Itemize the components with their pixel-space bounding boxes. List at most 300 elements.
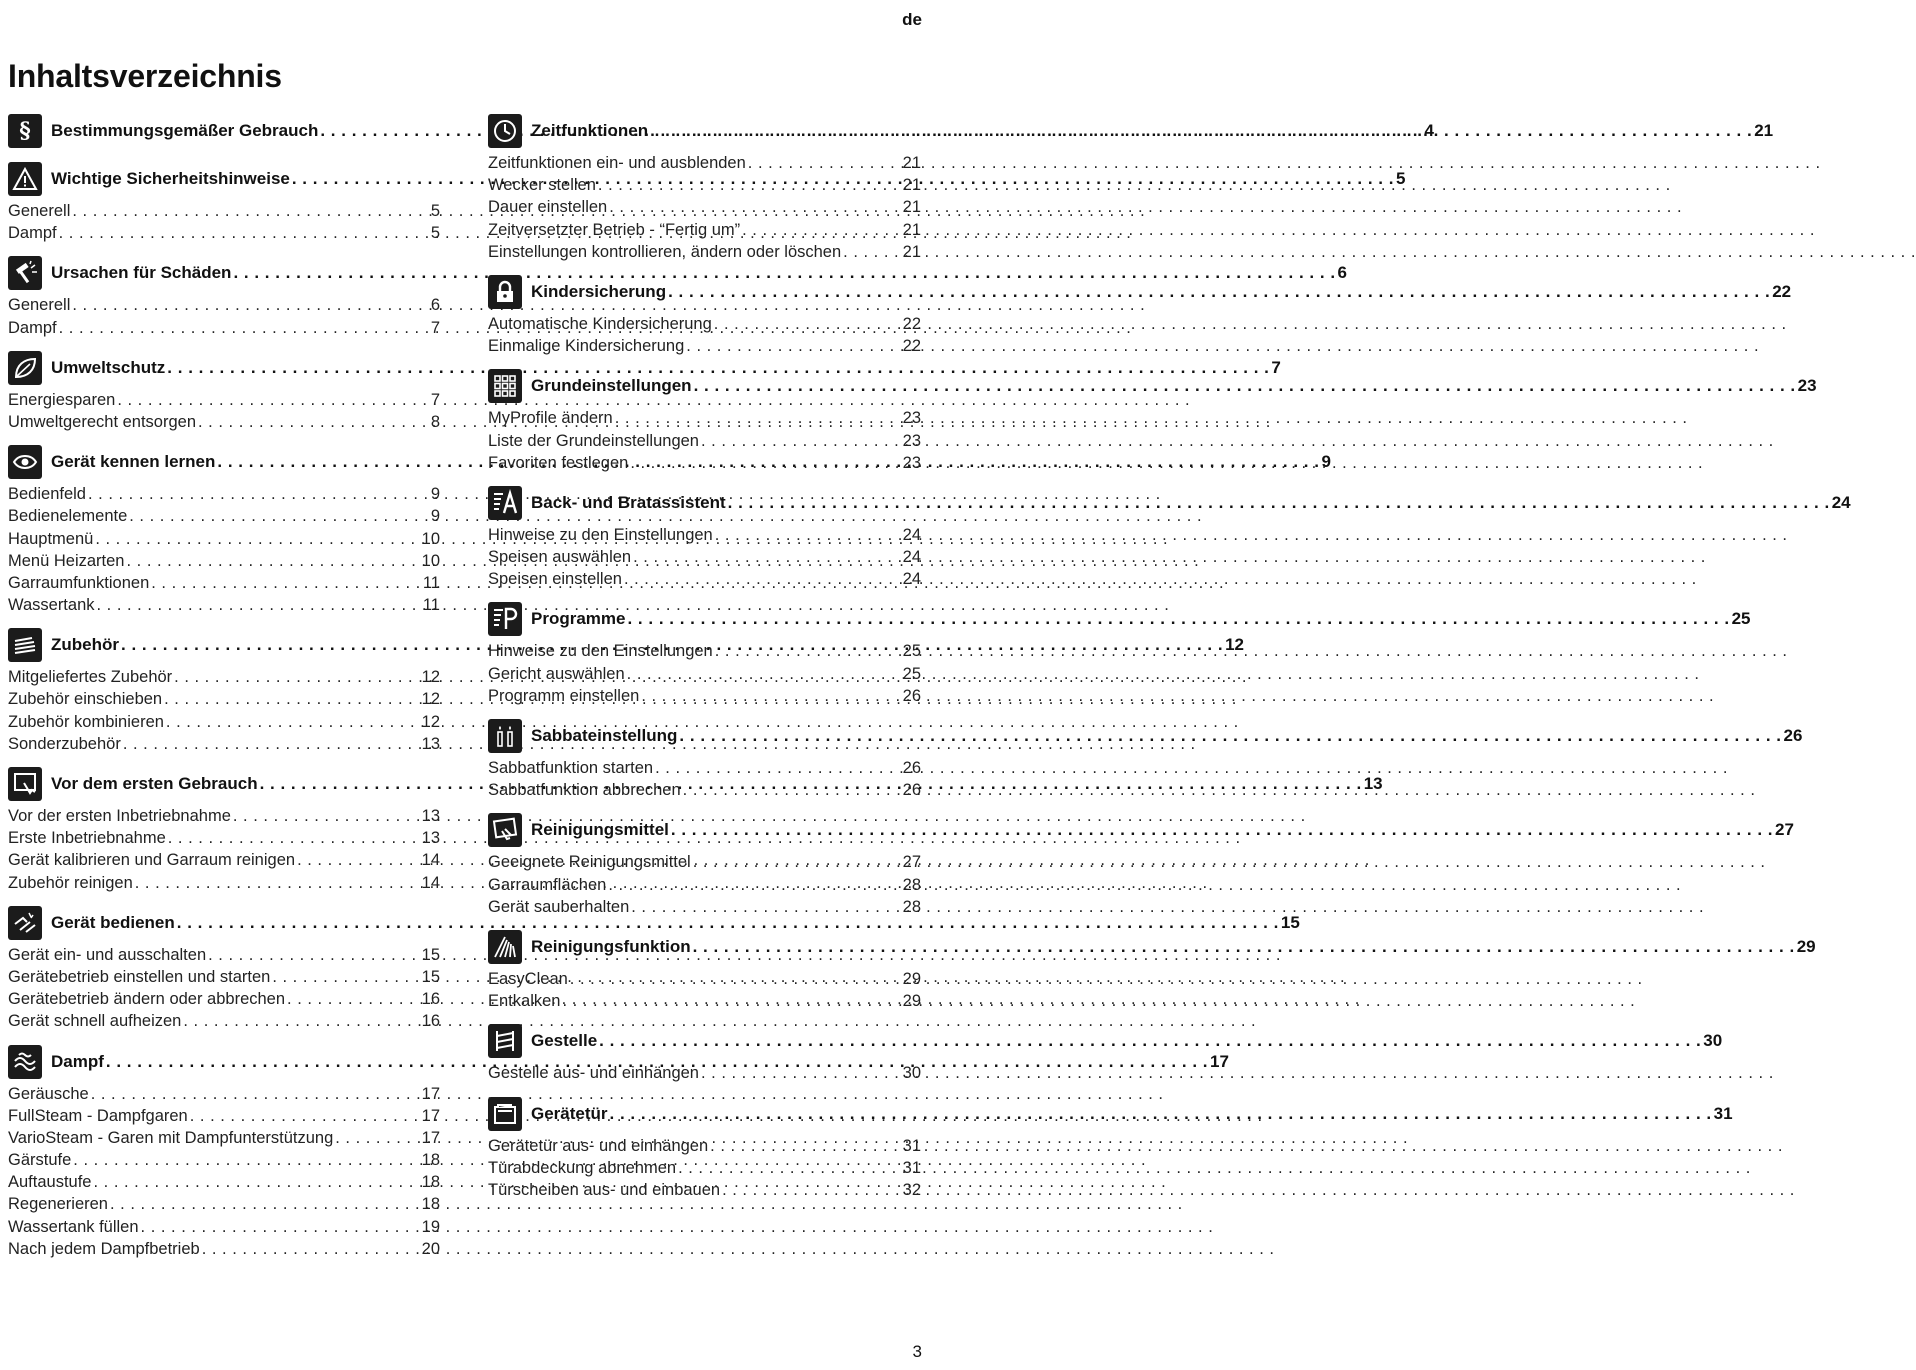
toc-entry[interactable] [8,389,440,411]
toc-entry-label: Favoriten festlegen [488,453,629,472]
toc-entry-page: 26 [902,759,921,777]
dot-leader [190,1105,420,1127]
toc-heading-title: Umweltschutz [51,357,166,377]
dot-leader [166,711,420,733]
toc-entry[interactable] [8,222,440,244]
toc-entry-page: 12 [421,668,440,687]
toc-heading-title: Gestelle [531,1031,598,1051]
toc-entry-label: Gerät ein- und ausschalten [8,945,207,964]
toc-entry-label: EasyClean [488,969,568,988]
dot-leader [59,317,429,339]
hammer-icon [8,256,42,290]
toc-entry-page: 29 [902,992,921,1011]
toc-entry-page: 17 [421,1106,440,1125]
toc-heading-page: 25 [1731,609,1751,629]
cleaning-function-icon [488,930,522,964]
toc-heading-title: Kindersicherung [531,281,667,301]
toc-heading-title: Gerätetür [531,1103,608,1123]
toc-entry[interactable] [8,849,440,871]
dot-leader [748,152,901,174]
toc-heading-title: Vor dem ersten Gebrauch [51,774,258,793]
dot-leader [683,779,901,801]
dot-leader [608,874,900,896]
toc-heading-page: 6 [1337,263,1348,283]
toc-section-reinigungsmittel [488,811,1794,918]
dot-leader [627,609,1729,629]
paragraph-icon: § [8,114,42,148]
toc-entry[interactable] [8,1193,440,1215]
toc-entry-page: 21 [902,176,921,195]
dot-leader [73,1149,419,1171]
toc-entry-label: MyProfile ändern [488,409,613,428]
toc-entry[interactable] [8,294,440,316]
toc-entry-label: Regenerieren [8,1195,108,1214]
toc-section-heading[interactable] [488,600,1751,638]
toc-entry-page: 17 [421,1084,440,1103]
toc-heading-page: 30 [1703,1031,1723,1051]
dot-leader [202,1238,420,1260]
toc-entry-page: 21 [902,242,921,261]
toc-heading-page: 4 [1424,121,1434,140]
toc-entry-label: Liste der Grundeinstellungen [488,431,699,450]
dot-leader [141,1216,420,1238]
toc-heading-title: Reinigungsfunktion [531,936,691,956]
toc-entry-page: 16 [421,990,440,1009]
toc-heading-page: 23 [1797,376,1817,396]
candles-icon [488,719,522,753]
toc-entry[interactable] [8,988,440,1010]
dot-leader [715,640,901,662]
toc-entry[interactable] [8,483,440,505]
dot-leader [722,1179,901,1201]
toc-entry-label: Türabdeckung abnehmen [488,1158,677,1177]
toc-entry[interactable] [488,174,921,196]
toc-entry-page: 9 [430,485,440,504]
toc-section-heading[interactable] [488,112,1774,150]
dot-leader [562,990,900,1012]
toc-entry[interactable] [488,407,921,429]
toc-section-heading[interactable] [488,367,1817,405]
toc-entry-label: Hinweise zu den Einstellungen [488,642,713,661]
toc-entry-label: Wecker stellen [488,176,596,195]
hand-operate-icon [8,906,42,940]
dot-leader [671,820,1773,840]
dot-leader [129,505,429,527]
toc-entry[interactable] [8,944,440,966]
toc-heading-page: 22 [1772,281,1792,301]
dot-leader [297,849,420,871]
toc-section-geraetetuer [488,1095,1733,1202]
clock-icon [488,114,522,148]
dot-leader [701,1062,901,1084]
toc-entry-page: 8 [430,412,440,431]
dot-leader [123,733,420,755]
dot-leader [610,1104,1712,1124]
dot-leader [168,827,420,849]
toc-entry-page: 5 [430,202,440,220]
toc-entry[interactable] [8,505,440,527]
dot-leader [164,688,420,710]
toc-entry-label: Einmalige Kindersicherung [488,337,685,356]
toc-entry[interactable] [8,594,440,616]
toc-heading-page: 5 [1395,169,1406,188]
dot-leader [630,452,900,474]
toc-entry-label: Sabbatfunktion abbrechen [488,781,681,800]
door-icon [488,1097,522,1131]
toc-entry[interactable] [488,779,921,801]
toc-entry[interactable] [8,966,440,988]
dot-leader [714,313,901,335]
toc-section-grundeinstellungen [488,367,1817,474]
dot-leader [701,430,901,452]
toc-entry[interactable] [488,757,921,779]
dot-leader [615,407,901,429]
tray-icon [8,628,42,662]
dot-leader [335,1127,419,1149]
toc-entry[interactable] [8,550,440,572]
lock-icon [488,275,522,309]
toc-entry[interactable] [488,1062,921,1084]
toc-entry[interactable] [488,219,921,241]
dot-leader [679,726,1781,746]
toc-section-heading[interactable] [488,717,1803,755]
toc-heading-title: Zubehör [51,635,119,655]
toc-entry[interactable] [8,1127,440,1149]
toc-entry[interactable] [8,733,440,755]
toc-entry[interactable] [8,1149,440,1171]
dot-leader [97,594,421,616]
toc-entry[interactable] [8,666,440,688]
toc-heading-page: 29 [1796,936,1816,956]
dot-leader [598,174,901,196]
dot-leader [233,805,420,827]
dot-leader [72,200,428,222]
toc-heading-page: 21 [1754,121,1774,140]
toc-entry-page: 22 [902,337,921,356]
toc-entry[interactable] [8,1216,440,1238]
toc-entry[interactable] [8,528,440,550]
toc-heading-title: Back- und Bratassistent [531,492,726,512]
first-use-icon [8,767,42,801]
toc-heading-title: Reinigungsmittel [531,820,669,840]
cleaning-agent-icon [488,813,522,847]
toc-entry[interactable] [8,688,440,710]
dot-leader [641,685,900,707]
toc-heading-page: 7 [1271,357,1281,377]
toc-entry-label: Speisen einstellen [488,570,622,589]
dot-leader [693,851,901,873]
toc-entry[interactable] [8,711,440,733]
steam-icon [8,1045,42,1079]
toc-entry[interactable] [8,827,440,849]
toc-section-heading[interactable] [488,928,1816,966]
page-title: Inhaltsverzeichnis [8,58,282,94]
toc-entry-label: Einstellungen kontrollieren, ändern oder löschen [488,242,842,261]
toc-entry-page: 28 [902,875,921,894]
toc-entry-label: Generell [8,202,71,220]
toc-entry[interactable] [488,874,921,896]
dot-leader [715,524,901,546]
toc-entry-page: 19 [421,1217,440,1236]
dot-leader [686,335,900,357]
eye-icon [8,445,42,479]
toc-entry[interactable] [8,317,440,339]
dot-leader [693,937,1795,957]
toc-entry[interactable] [8,1238,440,1260]
dot-leader [624,568,901,590]
dot-leader [72,294,428,316]
toc-entry-label: Zubehör einschieben [8,690,163,709]
toc-heading-page: 26 [1783,726,1803,745]
toc-entry-page: 20 [421,1239,440,1258]
leaf-icon [8,351,42,385]
dot-leader [694,376,1796,396]
toc-entry-label: Bedienelemente [8,507,128,526]
toc-entry-page: 7 [430,318,440,337]
dot-leader [88,483,429,505]
toc-entry-label: Gerätebetrieb ändern oder abbrechen [8,990,286,1009]
dot-leader [843,241,900,263]
toc-entry-label: Gerät sauberhalten [488,897,630,916]
dot-leader [627,663,901,685]
toc-entry-page: 11 [422,573,440,592]
toc-heading-title: Gerät kennen lernen [51,452,216,472]
toc-heading-title: Programme [531,609,626,629]
racks-icon [488,1024,522,1058]
dot-leader [135,872,420,894]
toc-entry-page: 9 [430,507,440,526]
toc-entry[interactable] [488,335,921,357]
toc-entry-page: 23 [902,453,921,472]
toc-entry-label: Gerätetür aus- und einhängen [488,1136,709,1155]
toc-heading-page: 15 [1280,912,1300,932]
dot-leader [272,966,419,988]
toc-entry-label: Dampf [8,318,57,337]
toc-entry-label: Zubehör reinigen [8,873,133,892]
toc-entry[interactable] [488,685,921,707]
toc-entry-label: VarioSteam - Garen mit Dampfunterstützung [8,1128,334,1147]
toc-entry[interactable] [488,241,921,263]
toc-section-heading[interactable] [488,484,1851,522]
toc-entry-page: 22 [902,314,921,333]
toc-entry-label: Gerätebetrieb einstellen und starten [8,967,271,986]
toc-heading-page: 27 [1775,820,1794,840]
toc-entry-page: 25 [902,664,921,683]
toc-entry-page: 10 [421,529,440,548]
toc-heading-page: 24 [1831,492,1851,512]
toc-heading-page: 9 [1321,452,1331,472]
toc-section-heading[interactable] [488,1022,1723,1060]
toc-entry-label: Dampf [8,224,57,243]
toc-section-zeitfunktionen [488,112,1774,263]
toc-entry[interactable] [488,896,921,918]
toc-entry-label: Hauptmenü [8,529,94,548]
dot-leader [633,546,901,568]
toc-entry-label: Nach jedem Dampfbetrieb [8,1239,200,1258]
toc-entry-page: 23 [902,409,921,428]
toc-entry-page: 25 [902,642,921,661]
toc-section-heading[interactable] [488,1095,1733,1133]
dot-leader [174,666,419,688]
toc-entry-page: 32 [902,1180,921,1199]
toc-entry[interactable] [488,851,921,873]
toc-entry-page: 11 [422,596,440,615]
toc-heading-page: 31 [1713,1103,1733,1123]
dot-leader [95,528,419,550]
toc-entry[interactable] [488,990,921,1012]
toc-entry-page: 5 [430,224,440,243]
dot-leader [599,1031,1701,1051]
toc-entry-page: 21 [902,154,921,172]
toc-entry[interactable] [8,805,440,827]
toc-section-heading[interactable] [488,273,1792,311]
toc-entry-label: Menü Heizarten [8,551,125,570]
toc-entry[interactable] [488,968,921,990]
dot-leader [655,757,901,779]
toc-entry-label: Auftaustufe [8,1173,92,1192]
toc-entry-label: Türscheiben aus- und einbauen [488,1180,721,1199]
toc-entry-page: 15 [421,967,440,986]
toc-entry-label: Gericht auswählen [488,664,625,683]
toc-entry-label: Vor der ersten Inbetriebnahme [8,807,231,825]
toc-entry-page: 18 [421,1195,440,1214]
toc-entry[interactable] [488,313,921,335]
page-number: 3 [912,1342,922,1361]
toc-entry[interactable] [8,200,440,222]
toc-entry-page: 26 [902,781,921,800]
dot-leader [570,968,901,990]
toc-entry[interactable] [488,546,921,568]
toc-entry-page: 7 [430,390,440,409]
toc-heading-title: Grundeinstellungen [531,376,692,396]
toc-entry-label: Geeignete Reinigungsmittel [488,853,691,872]
toc-entry-label: Dauer einstellen [488,198,608,217]
dot-leader [59,222,429,244]
toc-entry[interactable] [8,411,440,433]
toc-entry-page: 24 [902,548,921,567]
toc-entry-page: 14 [421,851,440,870]
dot-leader [208,944,420,966]
toc-entry-label: FullSteam - Dampfgaren [8,1106,188,1125]
toc-entry[interactable] [488,1157,921,1179]
toc-entry-page: 16 [421,1012,440,1031]
toc-entry-page: 31 [902,1136,921,1155]
toc-entry[interactable] [8,872,440,894]
toc-entry-label: Zubehör kombinieren [8,712,164,731]
toc-entry[interactable] [488,1135,921,1157]
toc-entry[interactable] [488,663,921,685]
dot-leader [678,1157,901,1179]
toc-entry-label: Mitgeliefertes Zubehör [8,668,173,687]
dot-leader [742,219,901,241]
toc-entry-page: 6 [430,296,440,315]
toc-entry-page: 12 [421,712,440,731]
toc-entry-label: Automatische Kindersicherung [488,314,712,333]
toc-entry-page: 13 [421,734,440,753]
toc-entry[interactable] [8,1171,440,1193]
dot-leader [710,1135,900,1157]
toc-entry-label: Erste Inbetriebnahme [8,829,166,848]
grid-icon [488,369,522,403]
toc-entry[interactable] [488,1179,921,1201]
toc-heading-title: Wichtige Sicherheitshinweise [51,169,290,188]
toc-entry[interactable] [8,1105,440,1127]
toc-heading-page: 17 [1210,1051,1229,1071]
toc-section-kindersicherung [488,273,1792,357]
toc-heading-title: Bestimmungsgemäßer Gebrauch [51,121,319,140]
toc-entry[interactable] [8,572,440,594]
toc-entry[interactable] [488,152,921,174]
dot-leader [650,121,1752,141]
toc-heading-page: 13 [1363,774,1383,793]
toc-entry-page: 14 [421,873,440,892]
toc-entry-label: Bedienfeld [8,485,86,504]
toc-entry-label: Hinweise zu den Einstellungen [488,525,713,544]
toc-entry[interactable] [8,1083,440,1105]
toc-entry-label: Entkalken [488,992,561,1011]
dot-leader [728,493,1830,513]
toc-entry-label: Garraumfunktionen [8,573,150,592]
toc-entry-label: Sonderzubehör [8,734,121,753]
toc-entry[interactable] [488,196,921,218]
toc-section-reinigungsfunktion [488,928,1816,1012]
toc-section-heading[interactable] [488,811,1794,849]
toc-entry[interactable] [488,452,921,474]
toc-entry[interactable] [488,568,921,590]
toc-heading-title: Sabbateinstellung [531,726,678,745]
toc-entry-label: Programm einstellen [488,686,640,705]
toc-entry-label: Energiesparen [8,390,116,409]
toc-entry[interactable] [488,640,921,662]
toc-heading-title: Dampf [51,1051,104,1071]
dot-leader [126,550,419,572]
toc-entry-label: Speisen auswählen [488,548,632,567]
toc-heading-title: Ursachen für Schäden [51,263,232,283]
toc-entry-page: 24 [902,570,921,589]
toc-heading-title: Gerät bedienen [51,912,175,932]
toc-entry-page: 30 [902,1064,921,1083]
dot-leader [668,282,1770,302]
toc-entry-label: Gärstufe [8,1151,72,1170]
dot-leader [110,1193,420,1215]
toc-entry[interactable] [488,430,921,452]
assistant-a-icon [488,486,522,520]
language-code: de [902,10,922,29]
toc-entry-page: 29 [902,969,921,988]
toc-entry-page: 10 [421,551,440,570]
toc-entry-label: Geräusche [8,1084,89,1103]
toc-heading-page: 12 [1225,635,1245,655]
dot-leader [151,572,421,594]
toc-entry-label: Gerät kalibrieren und Garraum reinigen [8,851,296,870]
toc-entry-label: Umweltgerecht entsorgen [8,412,197,431]
toc-entry-label: Wassertank füllen [8,1217,139,1236]
toc-entry-page: 24 [902,525,921,544]
toc-entry[interactable] [8,1010,440,1032]
dot-leader [91,1083,420,1105]
toc-entry-page: 26 [902,686,921,705]
toc-entry-label: Zeitversetzter Betrieb - “Fertig um” [488,220,741,239]
toc-entry-page: 21 [902,198,921,217]
dot-leader [287,988,420,1010]
toc-entry-page: 13 [421,829,440,848]
toc-entry-page: 12 [421,690,440,709]
toc-entry-label: Generell [8,296,71,315]
toc-entry-page: 27 [902,853,921,872]
toc-entry-label: Wassertank [8,596,95,615]
dot-leader [631,896,900,918]
toc-entry[interactable] [488,524,921,546]
